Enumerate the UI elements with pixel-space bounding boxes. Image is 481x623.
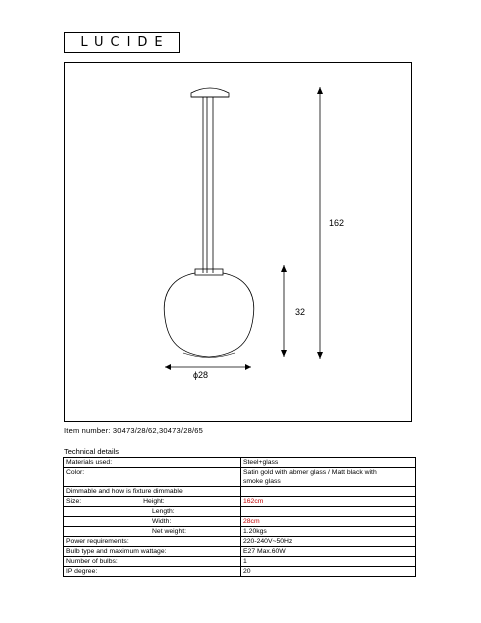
technical-details-heading: Technical details xyxy=(64,447,120,456)
color-value-line1: Satin gold with abmer glass / Matt black with xyxy=(243,469,377,476)
table-row xyxy=(64,527,416,537)
item-number: Item number: 30473/28/62,30473/28/65 xyxy=(64,426,203,435)
table-row xyxy=(64,468,416,487)
diameter-arrow-left xyxy=(165,364,171,370)
shade-height-label: 32 xyxy=(295,307,306,317)
net-weight-label-cell xyxy=(64,527,241,537)
net-weight-sublabel: Net weight: xyxy=(152,528,187,535)
lamp-cap xyxy=(195,269,223,275)
product-drawing-frame xyxy=(64,62,412,422)
ip-value: 20 xyxy=(241,567,416,577)
materials-value: Steel+glass xyxy=(241,458,416,468)
table-row xyxy=(64,537,416,547)
color-value xyxy=(241,468,416,487)
bulb-label: Bulb type and maximum wattage: xyxy=(64,547,241,557)
shade-height-arrow-bottom xyxy=(281,350,287,357)
table-row xyxy=(64,507,416,517)
pendant-lamp-drawing xyxy=(65,63,413,423)
brand-logo xyxy=(64,32,180,53)
diameter-arrow-right xyxy=(245,364,251,370)
num-bulbs-label: Number of bulbs: xyxy=(64,557,241,567)
shade-height-arrow-top xyxy=(281,265,287,272)
length-label-cell xyxy=(64,507,241,517)
color-label: Color: xyxy=(64,468,241,487)
table-row xyxy=(64,458,416,468)
table-row xyxy=(64,497,416,507)
ip-label: IP degree: xyxy=(64,567,241,577)
canopy-shape xyxy=(191,88,229,97)
length-value xyxy=(241,507,416,517)
table-row xyxy=(64,567,416,577)
total-height-arrow-bottom xyxy=(317,352,323,359)
height-sublabel: Height: xyxy=(143,498,165,505)
height-value: 162cm xyxy=(241,497,416,507)
num-bulbs-value: 1 xyxy=(241,557,416,567)
dimmable-label: Dimmable and how is fixture dimmable xyxy=(64,487,241,497)
size-label: Size: xyxy=(66,498,82,505)
size-label-cell xyxy=(64,497,241,507)
net-weight-value: 1.20kgs xyxy=(241,527,416,537)
table-row xyxy=(64,517,416,527)
table-row xyxy=(64,557,416,567)
materials-label: Materials used: xyxy=(64,458,241,468)
width-value: 28cm xyxy=(241,517,416,527)
table-row xyxy=(64,547,416,557)
width-sublabel: Width: xyxy=(152,518,172,525)
color-value-line2: smoke glass xyxy=(243,478,281,485)
power-value: 220-240V~50Hz xyxy=(241,537,416,547)
table-row xyxy=(64,487,416,497)
logo-text: LUCIDE xyxy=(80,35,170,50)
total-height-label: 162 xyxy=(329,218,345,228)
bulb-value: E27 Max.60W xyxy=(241,547,416,557)
dimmable-value xyxy=(241,487,416,497)
power-label: Power requirements: xyxy=(64,537,241,547)
total-height-arrow-top xyxy=(317,87,323,94)
width-label-cell xyxy=(64,517,241,527)
diameter-label: ϕ28 xyxy=(193,370,209,380)
length-sublabel: Length: xyxy=(152,508,175,515)
technical-details-table xyxy=(63,457,416,577)
glass-shade xyxy=(164,273,254,357)
